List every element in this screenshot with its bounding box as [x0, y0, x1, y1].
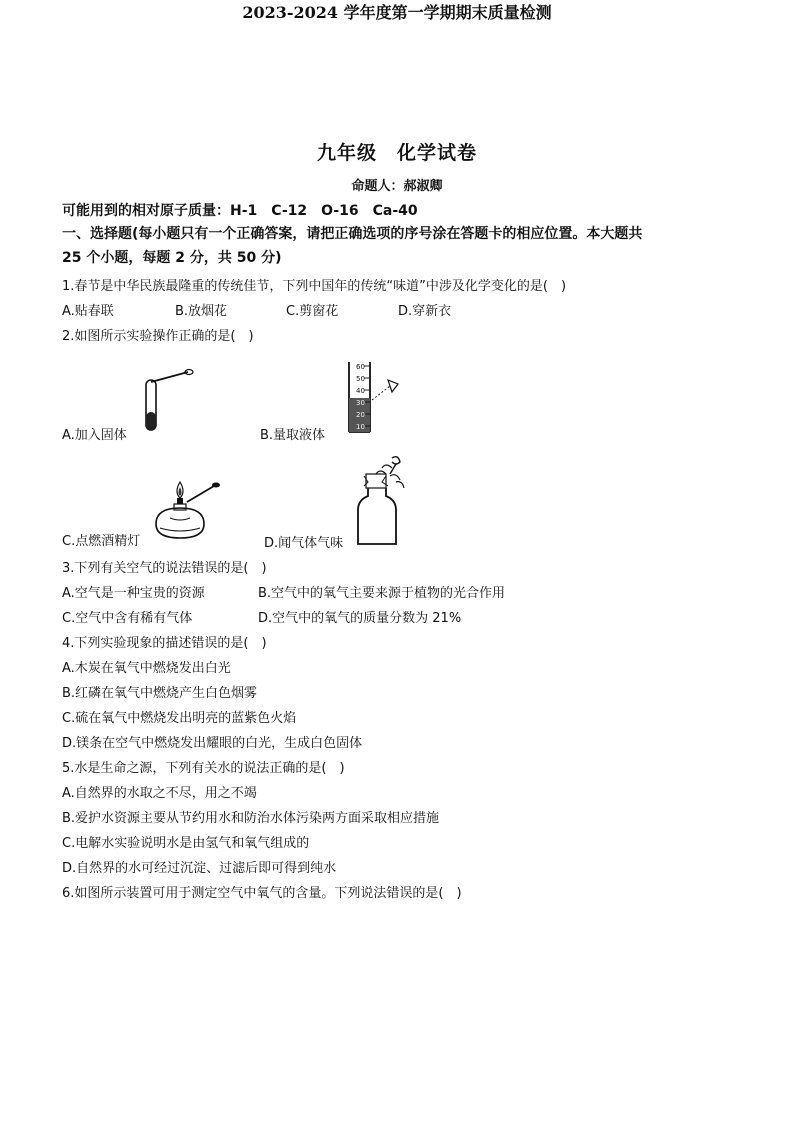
exam-subtitle: 九年级 化学试卷 [316, 142, 477, 164]
question-1-option-c: C.剪窗花 [286, 304, 339, 319]
question-4-option-a: A.木炭在氧气中燃烧发出白光 [62, 661, 231, 676]
gas-bottle-smell-figure [352, 452, 414, 548]
question-2-option-b: B.量取液体 [260, 428, 326, 443]
question-5-option-b: B.爱护水资源主要从节约用水和防治水体污染两方面采取相应措施 [62, 811, 440, 826]
question-2-stem: 2.如图所示实验操作正确的是( ) [62, 329, 254, 344]
question-3-stem: 3.下列有关空气的说法错误的是( ) [62, 561, 267, 576]
section-heading-line1: 一、选择题(每小题只有一个正确答案，请把正确选项的序号涂在答题卡的相应位置。本大题共 [62, 226, 643, 242]
question-3-option-d: D.空气中的氧气的质量分数为 21% [258, 611, 462, 626]
question-5-stem: 5.水是生命之源，下列有关水的说法正确的是( ) [62, 761, 345, 776]
graduated-cylinder-figure [346, 360, 406, 436]
alcohol-lamp-figure [150, 478, 230, 544]
question-4-stem: 4.下列实验现象的描述错误的是( ) [62, 636, 267, 651]
exam-title: 2023-2024 学年度第一学期期末质量检测 [242, 3, 552, 22]
question-5-option-a: A.自然界的水取之不尽，用之不竭 [62, 786, 257, 801]
question-5-option-c: C.电解水实验说明水是由氢气和氧气组成的 [62, 836, 310, 851]
question-2-option-a: A.加入固体 [62, 428, 127, 443]
question-1-option-d: D.穿新衣 [398, 304, 452, 319]
question-2-option-d: D.闻气体气味 [264, 536, 344, 551]
atomic-masses: 可能用到的相对原子质量：H-1 C-12 O-16 Ca-40 [62, 203, 418, 219]
test-tube-solid-figure [140, 368, 200, 438]
exam-author: 命题人：郝淑卿 [351, 179, 443, 194]
cylinder-tick-40: 40 [356, 387, 365, 395]
question-4-option-b: B.红磷在氧气中燃烧产生白色烟雾 [62, 686, 258, 701]
question-6-stem: 6.如图所示装置可用于测定空气中氧气的含量。下列说法错误的是( ) [62, 886, 462, 901]
question-3-option-a: A.空气是一种宝贵的资源 [62, 586, 205, 601]
cylinder-tick-30: 30 [356, 399, 365, 407]
question-1-option-b: B.放烟花 [175, 304, 228, 319]
cylinder-tick-50: 50 [356, 375, 365, 383]
cylinder-tick-20: 20 [356, 411, 365, 419]
question-4-option-d: D.镁条在空气中燃烧发出耀眼的白光，生成白色固体 [62, 736, 363, 751]
question-4-option-c: C.硫在氧气中燃烧发出明亮的蓝紫色火焰 [62, 711, 297, 726]
cylinder-tick-60: 60 [356, 363, 365, 371]
section-heading-line2: 25 个小题，每题 2 分，共 50 分) [62, 250, 282, 266]
question-1-option-a: A.贴春联 [62, 304, 114, 319]
question-3-option-b: B.空气中的氧气主要来源于植物的光合作用 [258, 586, 506, 601]
question-3-option-c: C.空气中含有稀有气体 [62, 611, 193, 626]
question-2-option-c: C.点燃酒精灯 [62, 534, 141, 549]
cylinder-tick-10: 10 [356, 423, 365, 431]
question-1-stem: 1.春节是中华民族最隆重的传统佳节，下列中国年的传统“味道”中涉及化学变化的是( ) [62, 279, 567, 294]
question-5-option-d: D.自然界的水可经过沉淀、过滤后即可得到纯水 [62, 861, 337, 876]
